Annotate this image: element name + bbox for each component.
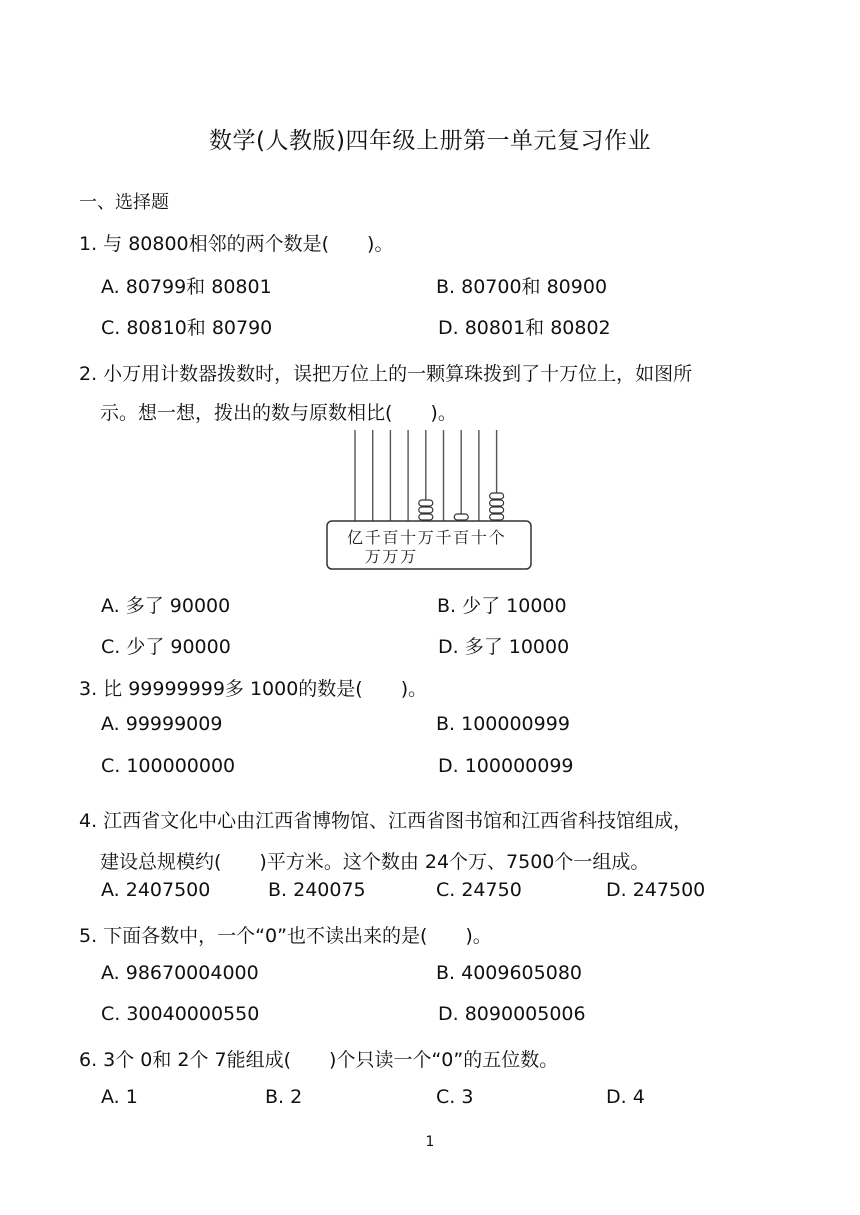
abacus-place-label: 亿 (346, 528, 364, 547)
page-title: 数学(人教版)四年级上册第一单元复习作业 (209, 128, 651, 154)
q1-option-b[interactable]: B. 80700和 80900 (436, 276, 608, 298)
question-6: 6. 3个 0和 2个 7能组成( )个只读一个“0”的五位数。 (79, 1049, 559, 1071)
abacus-place-label: 百 (382, 528, 399, 547)
page-number: 1 (425, 1134, 435, 1150)
question-1: 1. 与 80800相邻的两个数是( )。 (79, 233, 394, 255)
q5-option-a[interactable]: A. 98670004000 (101, 962, 259, 984)
q5-option-b[interactable]: B. 4009605080 (436, 962, 582, 984)
q5-option-d[interactable]: D. 8090005006 (438, 1003, 586, 1025)
q2-option-c[interactable]: C. 少了 90000 (101, 636, 231, 658)
abacus-bead (419, 507, 433, 513)
abacus-place-label: 万 (364, 547, 381, 566)
q1-option-c[interactable]: C. 80810和 80790 (101, 317, 273, 339)
abacus-place-label: 百 (453, 528, 470, 547)
abacus-figure (325, 428, 535, 572)
q4-option-a[interactable]: A. 2407500 (101, 879, 211, 901)
question-3: 3. 比 99999999多 1000的数是( )。 (79, 678, 428, 700)
q2-option-a[interactable]: A. 多了 90000 (101, 595, 231, 617)
abacus-bead (490, 514, 504, 520)
q2-option-d[interactable]: D. 多了 10000 (438, 636, 570, 658)
q3-option-d[interactable]: D. 100000099 (438, 755, 574, 777)
q6-option-b[interactable]: B. 2 (265, 1086, 303, 1108)
q3-option-b[interactable]: B. 100000999 (436, 713, 570, 735)
abacus-place-label: 万 (382, 547, 399, 566)
abacus-place-label: 千 (435, 528, 452, 547)
q1-option-d[interactable]: D. 80801和 80802 (438, 317, 611, 339)
q4-option-c[interactable]: C. 24750 (436, 879, 522, 901)
q3-option-a[interactable]: A. 99999009 (101, 713, 223, 735)
section-heading: 一、选择题 (79, 192, 169, 213)
question-4: 4. 江西省文化中心由江西省博物馆、江西省图书馆和江西省科技馆组成， (79, 810, 693, 832)
q6-option-c[interactable]: C. 3 (436, 1086, 474, 1108)
question-2-line2: 示。想一想，拨出的数与原数相比( )。 (100, 402, 457, 424)
abacus-place-label: 十 (400, 528, 417, 547)
q6-option-d[interactable]: D. 4 (606, 1086, 645, 1108)
q2-option-b[interactable]: B. 少了 10000 (437, 595, 567, 617)
q4-option-d[interactable]: D. 247500 (606, 879, 706, 901)
q4-option-b[interactable]: B. 240075 (268, 879, 366, 901)
question-4-line2: 建设总规模约( )平方米。这个数由 24个万、7500个一组成。 (100, 851, 650, 873)
q5-option-c[interactable]: C. 30040000550 (101, 1003, 260, 1025)
abacus-place-label: 万 (417, 528, 434, 547)
abacus-bead (490, 507, 504, 513)
abacus-place-label: 千 (364, 528, 381, 547)
q1-option-a[interactable]: A. 80799和 80801 (101, 276, 272, 298)
q3-option-c[interactable]: C. 100000000 (101, 755, 236, 777)
abacus-bead (419, 500, 433, 506)
abacus-place-label: 个 (488, 528, 505, 547)
abacus-place-label: 十 (470, 528, 487, 547)
abacus-place-label: 万 (400, 547, 417, 566)
question-2: 2. 小万用计数器拨数时，误把万位上的一颗算珠拨到了十万位上，如图所 (79, 363, 693, 385)
abacus-bead (454, 514, 468, 520)
q6-option-a[interactable]: A. 1 (101, 1086, 138, 1108)
abacus-bead (490, 500, 504, 506)
question-5: 5. 下面各数中，一个“0”也不读出来的是( )。 (79, 925, 492, 947)
abacus-bead (490, 493, 504, 499)
abacus-bead (419, 514, 433, 520)
